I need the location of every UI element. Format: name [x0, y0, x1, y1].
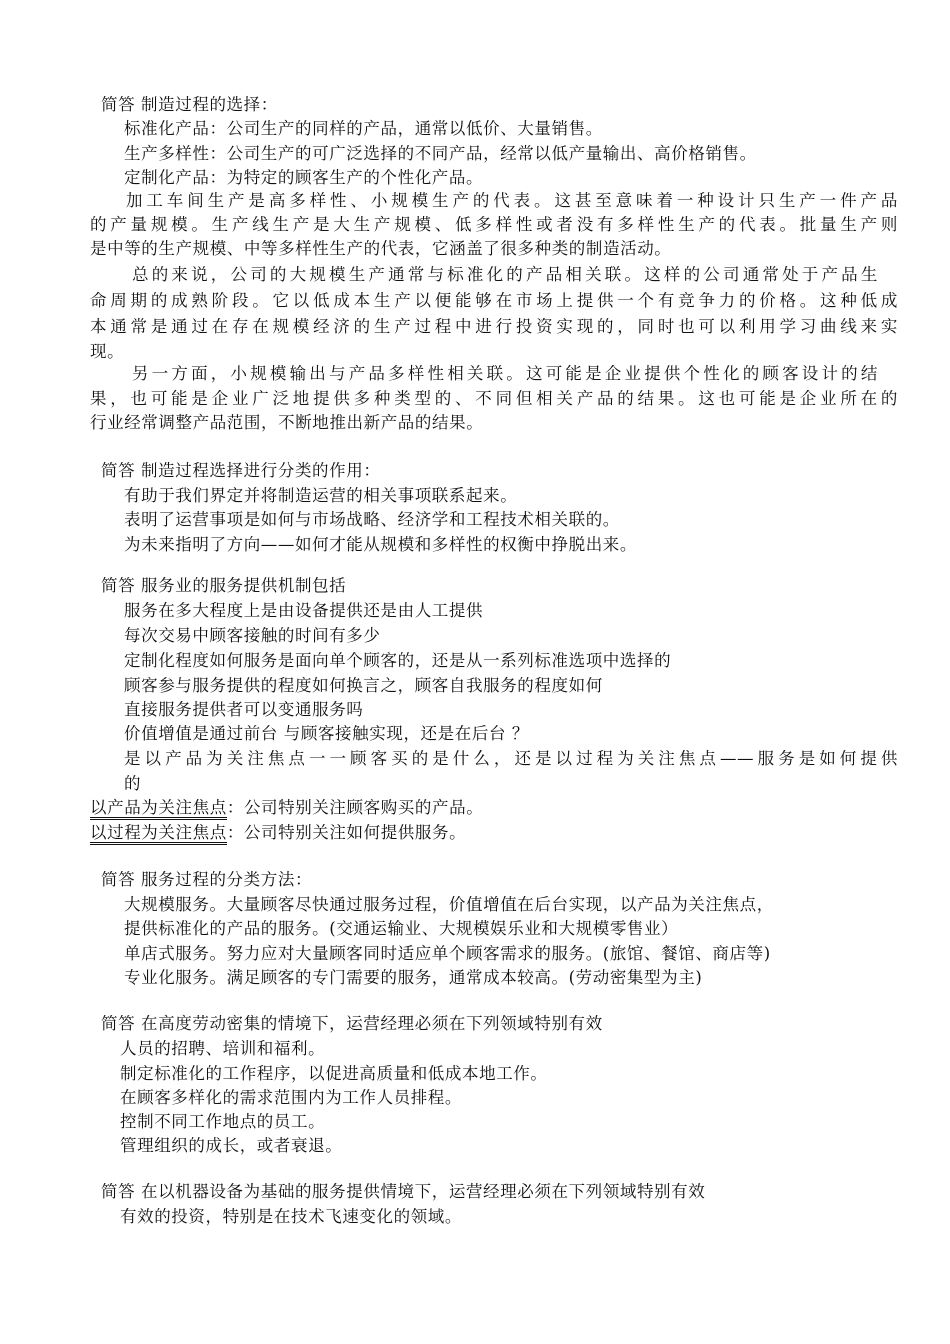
- list-item: 标准化产品：公司生产的同样的产品，通常以低价、大量销售。: [124, 119, 603, 138]
- paragraph-line: 行业经常调整产品范围，不断地推出新产品的结果。: [90, 413, 484, 432]
- section-heading: 简答 服务业的服务提供机制包括: [101, 576, 347, 595]
- list-item: 制定标准化的工作程序，以促进高质量和低成本地工作。: [120, 1064, 548, 1083]
- list-item: 控制不同工作地点的员工。: [120, 1112, 326, 1131]
- list-item: 单店式服务。努力应对大量顾客同时适应单个顾客需求的服务。(旅馆、餐馆、商店等): [124, 944, 771, 963]
- section-heading: 简答 服务过程的分类方法：: [101, 870, 313, 889]
- list-item: 定制化产品：为特定的顾客生产的个性化产品。: [124, 168, 484, 187]
- section-heading: 简答 制造过程选择进行分类的作用：: [101, 461, 381, 480]
- list-item: 顾客参与服务提供的程度如何换言之，顾客自我服务的程度如何: [124, 676, 603, 695]
- definition-term: 以产品为关注焦点: [90, 798, 227, 820]
- list-item: 为未来指明了方向——如何才能从规模和多样性的权衡中挣脱出来。: [124, 535, 637, 554]
- list-item: 服务在多大程度上是由设备提供还是由人工提供: [124, 601, 484, 620]
- paragraph-line: 是中等的生产规模、中等多样性生产的代表，它涵盖了很多种类的制造活动。: [90, 239, 672, 258]
- list-item: 生产多样性：公司生产的可广泛选择的不同产品，经常以低产量输出、高价格销售。: [124, 144, 757, 163]
- paragraph-line: 命周期的成熟阶段。它以低成本生产以便能够在市场上提供一个有竞争力的价格。这种低成: [90, 291, 898, 310]
- list-item: 人员的招聘、培训和福利。: [120, 1039, 326, 1058]
- section-heading: 简答 制造过程的选择：: [101, 95, 278, 114]
- list-item: 价值增值是通过前台 与顾客接触实现，还是在后台 ？: [124, 724, 529, 743]
- list-item: 定制化程度如何服务是面向单个顾客的，还是从一系列标准选项中选择的: [124, 651, 672, 670]
- paragraph-line: 果，也可能是企业广泛地提供多种类型的、不同但相关产品的结果。这也可能是企业所在的: [90, 389, 898, 408]
- paragraph-line: 的产量规模。生产线生产是大生产规模、低多样性或者没有多样性生产的代表。批量生产则: [90, 215, 898, 234]
- list-item: 有效的投资，特别是在技术飞速变化的领域。: [120, 1207, 462, 1226]
- definition-line: [90, 797, 483, 819]
- paragraph-line: 另一方面，小规模输出与产品多样性相关联。这可能是企业提供个性化的顾客设计的结: [132, 364, 878, 383]
- list-item: 在顾客多样化的需求范围内为工作人员排程。: [120, 1088, 462, 1107]
- list-item: 有助于我们界定并将制造运营的相关事项联系起来。: [124, 486, 518, 505]
- list-item: 直接服务提供者可以变通服务吗: [124, 700, 364, 719]
- list-item: 每次交易中顾客接触的时间有多少: [124, 626, 381, 645]
- list-item: 大规模服务。大量顾客尽快通过服务过程，价值增值在后台实现，以产品为关注焦点，: [124, 895, 774, 914]
- definition-line: [90, 822, 466, 844]
- paragraph-line: 总的来说，公司的大规模生产通常与标准化的产品相关联。这样的公司通常处于产品生: [132, 265, 878, 284]
- list-item: 管理组织的成长，或者衰退。: [120, 1136, 343, 1155]
- list-item: 提供标准化的产品的服务。(交通运输业、大规模娱乐业和大规模零售业）: [124, 919, 679, 938]
- list-item: 的: [124, 774, 142, 793]
- definition-term: 以过程为关注焦点: [90, 823, 227, 845]
- list-item: 是以产品为关注焦点一一顾客买的是什么，还是以过程为关注焦点——服务是如何提供: [124, 749, 898, 768]
- paragraph-line: 加工车间生产是高多样性、小规模生产的代表。这甚至意味着一种设计只生产一件产品: [126, 191, 898, 210]
- definition-text: ：公司特别关注如何提供服务。: [226, 823, 467, 842]
- list-item: 表明了运营事项是如何与市场战略、经济学和工程技术相关联的。: [124, 510, 620, 529]
- definition-text: ：公司特别关注顾客购买的产品。: [226, 798, 484, 817]
- paragraph-line: 现。: [90, 342, 125, 361]
- section-heading: 简答 在以机器设备为基础的服务提供情境下，运营经理必须在下列领域特别有效: [101, 1182, 706, 1201]
- paragraph-line: 本通常是通过在存在规模经济的生产过程中进行投资实现的，同时也可以利用学习曲线来实: [90, 317, 898, 336]
- list-item: 专业化服务。满足顾客的专门需要的服务，通常成本较高。(劳动密集型为主): [124, 968, 703, 987]
- section-heading: 简答 在高度劳动密集的情境下，运营经理必须在下列领域特别有效: [101, 1014, 603, 1033]
